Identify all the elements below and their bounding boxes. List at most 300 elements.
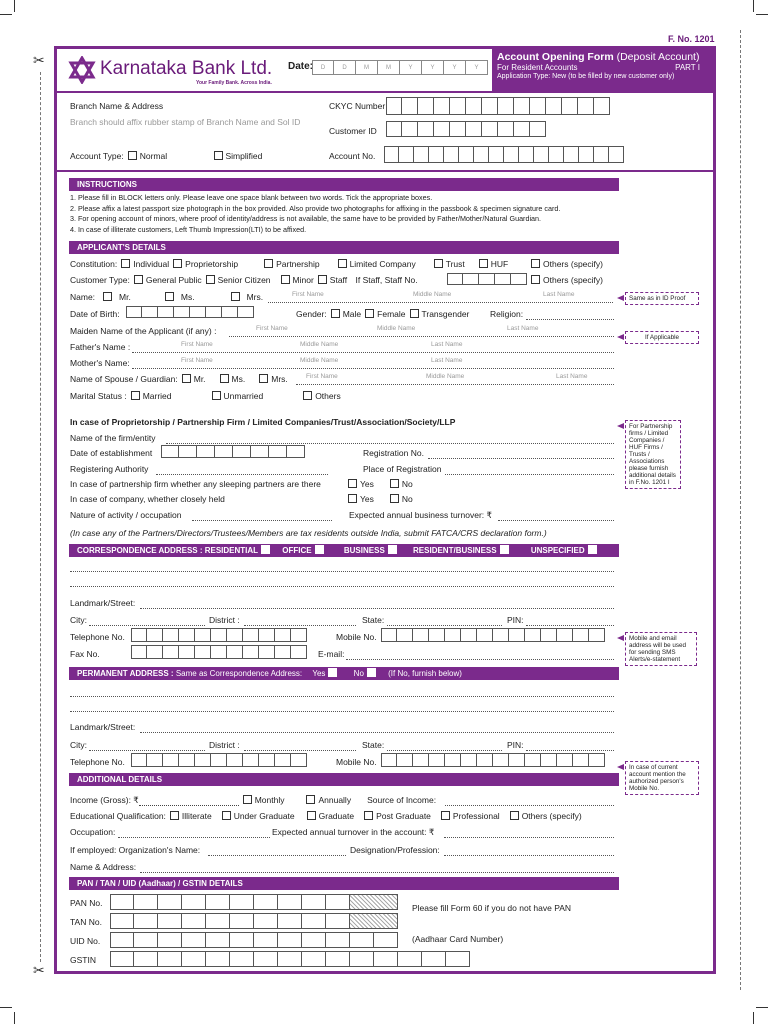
input-cell[interactable] — [142, 306, 158, 318]
input-cell[interactable] — [110, 894, 134, 910]
input-cell[interactable] — [474, 146, 489, 163]
input-cell[interactable] — [444, 146, 459, 163]
input-cell[interactable] — [546, 97, 562, 115]
input-cell[interactable]: M — [378, 60, 400, 75]
input-cell[interactable] — [482, 121, 498, 137]
perm-city-line[interactable] — [89, 749, 205, 751]
input-cell[interactable] — [450, 97, 466, 115]
ckyc-boxes[interactable] — [386, 97, 610, 115]
input-cell[interactable] — [429, 753, 445, 767]
nature-line[interactable] — [192, 519, 332, 521]
source-line[interactable] — [445, 804, 614, 806]
input-cell[interactable] — [594, 97, 610, 115]
input-cell[interactable] — [534, 146, 549, 163]
input-cell[interactable] — [350, 951, 374, 967]
input-cell[interactable] — [459, 146, 474, 163]
gender-label: Gender: — [296, 309, 327, 319]
input-cell[interactable] — [206, 306, 222, 318]
input-cell[interactable]: D — [312, 60, 334, 75]
senior-citizen-checkbox[interactable] — [206, 275, 215, 284]
partnership-checkbox[interactable] — [264, 259, 273, 268]
input-cell[interactable] — [461, 753, 477, 767]
male-checkbox[interactable] — [331, 309, 340, 318]
input-cell[interactable] — [126, 306, 142, 318]
state-line[interactable] — [387, 624, 502, 626]
input-cell[interactable] — [206, 913, 230, 929]
input-cell[interactable] — [514, 121, 530, 137]
input-cell[interactable] — [182, 932, 206, 948]
input-cell[interactable] — [131, 628, 147, 642]
input-cell[interactable] — [161, 445, 179, 458]
input-cell[interactable] — [233, 445, 251, 458]
name-line[interactable] — [268, 301, 613, 303]
spouse-mrs-checkbox[interactable] — [259, 374, 268, 383]
form-title-block — [492, 49, 713, 91]
individual-label: Individual — [133, 259, 170, 269]
input-cell[interactable] — [589, 753, 605, 767]
input-cell[interactable] — [211, 753, 227, 767]
input-cell[interactable] — [573, 753, 589, 767]
input-cell[interactable] — [195, 645, 211, 659]
input-cell[interactable] — [509, 753, 525, 767]
input-cell[interactable] — [374, 932, 398, 948]
perm-landmark-line[interactable] — [140, 731, 614, 733]
input-cell[interactable] — [227, 753, 243, 767]
bank-logo — [68, 56, 96, 86]
input-cell[interactable] — [399, 146, 414, 163]
input-cell[interactable] — [414, 146, 429, 163]
input-cell[interactable] — [291, 628, 307, 642]
limited-company-checkbox[interactable] — [338, 259, 347, 268]
perm-district-line[interactable] — [244, 749, 356, 751]
same-yes-checkbox[interactable] — [328, 668, 337, 677]
input-cell[interactable] — [254, 894, 278, 910]
input-cell[interactable] — [466, 97, 482, 115]
arrow-icon — [617, 423, 624, 429]
gstin-boxes[interactable] — [110, 951, 470, 967]
instructions-header: INSTRUCTIONS — [69, 178, 619, 191]
input-cell[interactable] — [131, 753, 147, 767]
input-cell[interactable] — [450, 121, 466, 137]
sleeping-no-checkbox[interactable] — [390, 479, 399, 488]
input-cell[interactable] — [397, 628, 413, 642]
instruction-item: 1. Please fill in BLOCK letters only. Please leave one space blank between two words. Tick the appropriate boxes. — [70, 193, 433, 202]
registration-no-line[interactable] — [428, 457, 614, 459]
input-cell[interactable] — [562, 97, 578, 115]
input-cell[interactable] — [397, 753, 413, 767]
mobile-boxes[interactable] — [381, 628, 605, 642]
graduate-checkbox[interactable] — [307, 811, 316, 820]
input-cell[interactable] — [530, 121, 546, 137]
marital-others-checkbox[interactable] — [303, 391, 312, 400]
staff-no-boxes[interactable] — [447, 273, 527, 285]
constitution-row — [70, 259, 508, 269]
input-cell[interactable] — [259, 628, 275, 642]
name-address-line[interactable] — [140, 871, 614, 873]
income-line[interactable] — [139, 805, 239, 806]
input-cell[interactable] — [479, 273, 495, 285]
input-cell[interactable] — [275, 753, 291, 767]
designation-line[interactable] — [444, 854, 614, 856]
proprietorship-checkbox[interactable] — [173, 259, 182, 268]
annually-checkbox[interactable] — [306, 795, 315, 804]
closely-no-checkbox[interactable] — [390, 494, 399, 503]
input-cell[interactable] — [230, 951, 254, 967]
minor-checkbox[interactable] — [281, 275, 290, 284]
input-cell[interactable] — [227, 645, 243, 659]
input-cell[interactable] — [514, 97, 530, 115]
input-cell[interactable] — [174, 306, 190, 318]
input-cell[interactable] — [227, 628, 243, 642]
occupation-line[interactable] — [118, 836, 270, 838]
input-cell[interactable] — [564, 146, 579, 163]
input-cell[interactable] — [386, 97, 402, 115]
input-cell[interactable] — [251, 445, 269, 458]
pin-line[interactable] — [526, 624, 614, 626]
input-cell[interactable] — [163, 645, 179, 659]
input-cell[interactable] — [463, 273, 479, 285]
input-cell[interactable] — [238, 306, 254, 318]
ms-checkbox[interactable] — [165, 292, 174, 301]
input-cell[interactable] — [275, 628, 291, 642]
input-cell[interactable]: Y — [444, 60, 466, 75]
edu-label: Educational Qualification: — [70, 811, 166, 821]
normal-checkbox[interactable] — [128, 151, 137, 160]
maiden-line[interactable] — [229, 335, 614, 337]
input-cell[interactable] — [110, 932, 134, 948]
header-divider — [57, 91, 713, 93]
input-cell[interactable]: M — [356, 60, 378, 75]
income-label: Income (Gross): ₹ — [70, 795, 139, 805]
input-cell[interactable] — [398, 951, 422, 967]
general-public-checkbox[interactable] — [134, 275, 143, 284]
edu-others-label: Others (specify) — [521, 811, 582, 821]
mr-checkbox[interactable] — [103, 292, 112, 301]
input-cell[interactable] — [402, 121, 418, 137]
input-cell[interactable] — [498, 97, 514, 115]
input-cell[interactable] — [147, 645, 163, 659]
input-cell[interactable] — [254, 913, 278, 929]
input-cell[interactable] — [422, 951, 446, 967]
unspecified-checkbox[interactable] — [588, 545, 597, 554]
proprietorship-label: Proprietorship — [185, 259, 239, 269]
unmarried-checkbox[interactable] — [212, 391, 221, 400]
input-cell[interactable] — [278, 913, 302, 929]
input-cell[interactable] — [259, 753, 275, 767]
input-cell[interactable] — [578, 97, 594, 115]
address-line[interactable] — [70, 570, 614, 572]
input-cell[interactable] — [381, 628, 397, 642]
input-cell[interactable] — [158, 932, 182, 948]
input-cell[interactable] — [179, 645, 195, 659]
perm-address-line[interactable] — [70, 695, 614, 697]
input-cell[interactable] — [278, 894, 302, 910]
input-cell[interactable]: D — [334, 60, 356, 75]
input-cell[interactable] — [525, 753, 541, 767]
input-cell[interactable] — [158, 951, 182, 967]
input-cell[interactable]: Y — [466, 60, 488, 75]
input-cell[interactable] — [158, 913, 182, 929]
perm-state-line[interactable] — [387, 749, 502, 751]
input-cell[interactable] — [230, 932, 254, 948]
perm-address-line[interactable] — [70, 710, 614, 712]
input-cell[interactable] — [447, 273, 463, 285]
spouse-mr-checkbox[interactable] — [182, 374, 191, 383]
perm-pin-line[interactable] — [526, 749, 614, 751]
city-line[interactable] — [89, 624, 205, 626]
edu-others-checkbox[interactable] — [510, 811, 519, 820]
input-cell[interactable] — [374, 951, 398, 967]
pan-boxes[interactable] — [110, 894, 398, 910]
input-cell[interactable] — [182, 913, 206, 929]
telephone-boxes[interactable] — [131, 628, 307, 642]
input-cell[interactable] — [445, 753, 461, 767]
same-no-checkbox[interactable] — [367, 668, 376, 677]
perm-telephone-boxes[interactable] — [131, 753, 307, 767]
father-line[interactable] — [132, 351, 614, 353]
landmark-line[interactable] — [140, 607, 614, 609]
input-cell[interactable] — [579, 146, 594, 163]
transgender-checkbox[interactable] — [410, 309, 419, 318]
customer-type-others-checkbox[interactable] — [531, 275, 540, 284]
mother-line[interactable] — [132, 367, 614, 369]
registering-authority-line[interactable] — [156, 473, 328, 475]
input-cell[interactable] — [418, 121, 434, 137]
input-cell[interactable] — [134, 913, 158, 929]
sleeping-yes-checkbox[interactable] — [348, 479, 357, 488]
resident-business-checkbox[interactable] — [500, 545, 509, 554]
input-cell[interactable] — [509, 628, 525, 642]
simplified-checkbox[interactable] — [214, 151, 223, 160]
input-cell[interactable]: Y — [422, 60, 444, 75]
input-cell[interactable] — [489, 146, 504, 163]
crop-mark — [14, 1012, 15, 1024]
spouse-line[interactable] — [296, 383, 614, 385]
trust-checkbox[interactable] — [434, 259, 443, 268]
business-checkbox[interactable] — [388, 545, 397, 554]
input-cell[interactable] — [493, 628, 509, 642]
date-boxes[interactable] — [312, 60, 488, 75]
input-cell[interactable]: Y — [400, 60, 422, 75]
input-cell[interactable] — [413, 628, 429, 642]
input-cell[interactable] — [302, 951, 326, 967]
establishment-boxes[interactable] — [161, 445, 305, 458]
office-label: OFFICE — [282, 546, 312, 555]
input-cell[interactable] — [434, 97, 450, 115]
input-cell[interactable] — [557, 628, 573, 642]
tan-boxes[interactable] — [110, 913, 398, 929]
input-cell[interactable] — [179, 445, 197, 458]
input-cell[interactable] — [195, 628, 211, 642]
input-cell[interactable] — [254, 932, 278, 948]
input-cell[interactable] — [269, 445, 287, 458]
input-cell[interactable] — [326, 894, 350, 910]
married-checkbox[interactable] — [131, 391, 140, 400]
input-cell[interactable] — [243, 753, 259, 767]
marital-label: Marital Status : — [70, 391, 127, 401]
input-cell[interactable] — [230, 913, 254, 929]
religion-line[interactable] — [526, 318, 614, 320]
closely-yes-checkbox[interactable] — [348, 494, 357, 503]
uid-boxes[interactable] — [110, 932, 398, 948]
input-cell[interactable] — [466, 121, 482, 137]
input-cell[interactable] — [477, 628, 493, 642]
input-cell[interactable] — [291, 753, 307, 767]
input-cell[interactable] — [589, 628, 605, 642]
input-cell[interactable] — [429, 628, 445, 642]
expected-turnover-line[interactable] — [444, 836, 614, 838]
org-line[interactable] — [208, 854, 346, 856]
input-cell[interactable] — [163, 628, 179, 642]
dob-boxes[interactable] — [126, 306, 254, 318]
input-cell[interactable] — [158, 894, 182, 910]
input-cell[interactable] — [482, 97, 498, 115]
input-cell[interactable] — [197, 445, 215, 458]
staff-checkbox[interactable] — [318, 275, 327, 284]
input-cell[interactable] — [557, 753, 573, 767]
input-cell[interactable] — [211, 628, 227, 642]
input-cell[interactable] — [222, 306, 238, 318]
maiden-label: Maiden Name of the Applicant (if any) : — [70, 326, 217, 336]
input-cell[interactable] — [498, 121, 514, 137]
input-cell[interactable] — [609, 146, 624, 163]
input-cell[interactable] — [110, 913, 134, 929]
input-cell[interactable] — [206, 932, 230, 948]
input-cell[interactable] — [445, 628, 461, 642]
annually-label: Annually — [318, 795, 352, 805]
input-cell[interactable] — [549, 146, 564, 163]
customer-id-boxes[interactable] — [386, 121, 546, 137]
input-cell[interactable] — [434, 121, 450, 137]
input-cell[interactable] — [278, 932, 302, 948]
input-cell[interactable] — [182, 894, 206, 910]
individual-checkbox[interactable] — [121, 259, 130, 268]
input-cell[interactable] — [206, 951, 230, 967]
turnover-line[interactable] — [498, 519, 614, 521]
input-cell[interactable] — [418, 97, 434, 115]
input-cell[interactable] — [287, 445, 305, 458]
place-line[interactable] — [445, 473, 614, 475]
staff-label: Staff — [329, 275, 348, 285]
input-cell[interactable] — [493, 753, 509, 767]
fax-boxes[interactable] — [131, 645, 307, 659]
input-cell[interactable] — [519, 146, 534, 163]
office-checkbox[interactable] — [315, 545, 324, 554]
input-cell[interactable] — [291, 645, 307, 659]
account-no-boxes[interactable] — [384, 146, 624, 163]
input-cell[interactable] — [541, 753, 557, 767]
under-graduate-checkbox[interactable] — [222, 811, 231, 820]
input-cell[interactable] — [243, 628, 259, 642]
input-cell[interactable] — [134, 932, 158, 948]
input-cell[interactable] — [179, 628, 195, 642]
illiterate-checkbox[interactable] — [170, 811, 179, 820]
residential-checkbox[interactable] — [261, 545, 270, 554]
input-cell[interactable] — [326, 951, 350, 967]
form-title: Account Opening Form — [497, 51, 614, 63]
input-cell[interactable] — [110, 951, 134, 967]
female-checkbox[interactable] — [365, 309, 374, 318]
input-cell[interactable] — [573, 628, 589, 642]
turnover-label: Expected annual business turnover: ₹ — [349, 510, 492, 520]
professional-checkbox[interactable] — [441, 811, 450, 820]
input-cell[interactable] — [179, 753, 195, 767]
input-cell[interactable] — [495, 273, 511, 285]
input-cell[interactable] — [413, 753, 429, 767]
input-cell[interactable] — [302, 894, 326, 910]
input-cell[interactable] — [147, 753, 163, 767]
constitution-others-checkbox[interactable] — [531, 259, 540, 268]
input-cell[interactable] — [190, 306, 206, 318]
input-cell[interactable] — [278, 951, 302, 967]
input-cell[interactable] — [402, 97, 418, 115]
input-cell[interactable] — [594, 146, 609, 163]
input-cell[interactable] — [504, 146, 519, 163]
arrow-icon — [617, 334, 624, 340]
resident-label: For Resident Accounts — [497, 63, 578, 72]
input-cell[interactable] — [384, 146, 399, 163]
post-graduate-label: Post Graduate — [376, 811, 431, 821]
input-cell[interactable] — [230, 894, 254, 910]
input-cell[interactable] — [461, 628, 477, 642]
input-cell[interactable] — [158, 306, 174, 318]
input-cell[interactable] — [134, 951, 158, 967]
input-cell[interactable] — [211, 645, 227, 659]
input-cell[interactable] — [134, 894, 158, 910]
input-cell[interactable] — [381, 753, 397, 767]
input-cell[interactable] — [215, 445, 233, 458]
input-cell[interactable] — [259, 645, 275, 659]
input-cell[interactable] — [302, 932, 326, 948]
input-cell[interactable] — [302, 913, 326, 929]
mrs-checkbox[interactable] — [231, 292, 240, 301]
input-cell[interactable] — [206, 894, 230, 910]
post-graduate-checkbox[interactable] — [364, 811, 373, 820]
input-cell[interactable] — [326, 932, 350, 948]
input-cell[interactable] — [541, 628, 557, 642]
input-cell[interactable] — [254, 951, 278, 967]
input-cell[interactable] — [350, 932, 374, 948]
arrow-icon — [617, 295, 624, 301]
input-cell[interactable] — [195, 753, 211, 767]
middle-name-hint: Middle Name — [426, 373, 465, 380]
input-cell[interactable] — [275, 645, 291, 659]
input-cell[interactable] — [182, 951, 206, 967]
input-cell[interactable] — [429, 146, 444, 163]
input-cell[interactable] — [446, 951, 470, 967]
input-cell[interactable] — [163, 753, 179, 767]
firm-name-line[interactable] — [166, 442, 614, 444]
spouse-ms-checkbox[interactable] — [220, 374, 229, 383]
input-cell[interactable] — [147, 628, 163, 642]
address-line[interactable] — [70, 585, 614, 587]
input-cell[interactable] — [326, 913, 350, 929]
input-cell[interactable] — [511, 273, 527, 285]
input-cell[interactable] — [525, 628, 541, 642]
input-cell[interactable] — [530, 97, 546, 115]
perm-mobile-boxes[interactable] — [381, 753, 605, 767]
huf-checkbox[interactable] — [479, 259, 488, 268]
district-line[interactable] — [244, 624, 356, 626]
input-cell[interactable] — [243, 645, 259, 659]
input-cell[interactable] — [131, 645, 147, 659]
scissors-icon: ✂ — [33, 52, 45, 68]
input-cell[interactable] — [477, 753, 493, 767]
email-line[interactable] — [346, 658, 614, 660]
monthly-checkbox[interactable] — [243, 795, 252, 804]
input-cell[interactable] — [386, 121, 402, 137]
name-label: Name: — [70, 292, 96, 302]
